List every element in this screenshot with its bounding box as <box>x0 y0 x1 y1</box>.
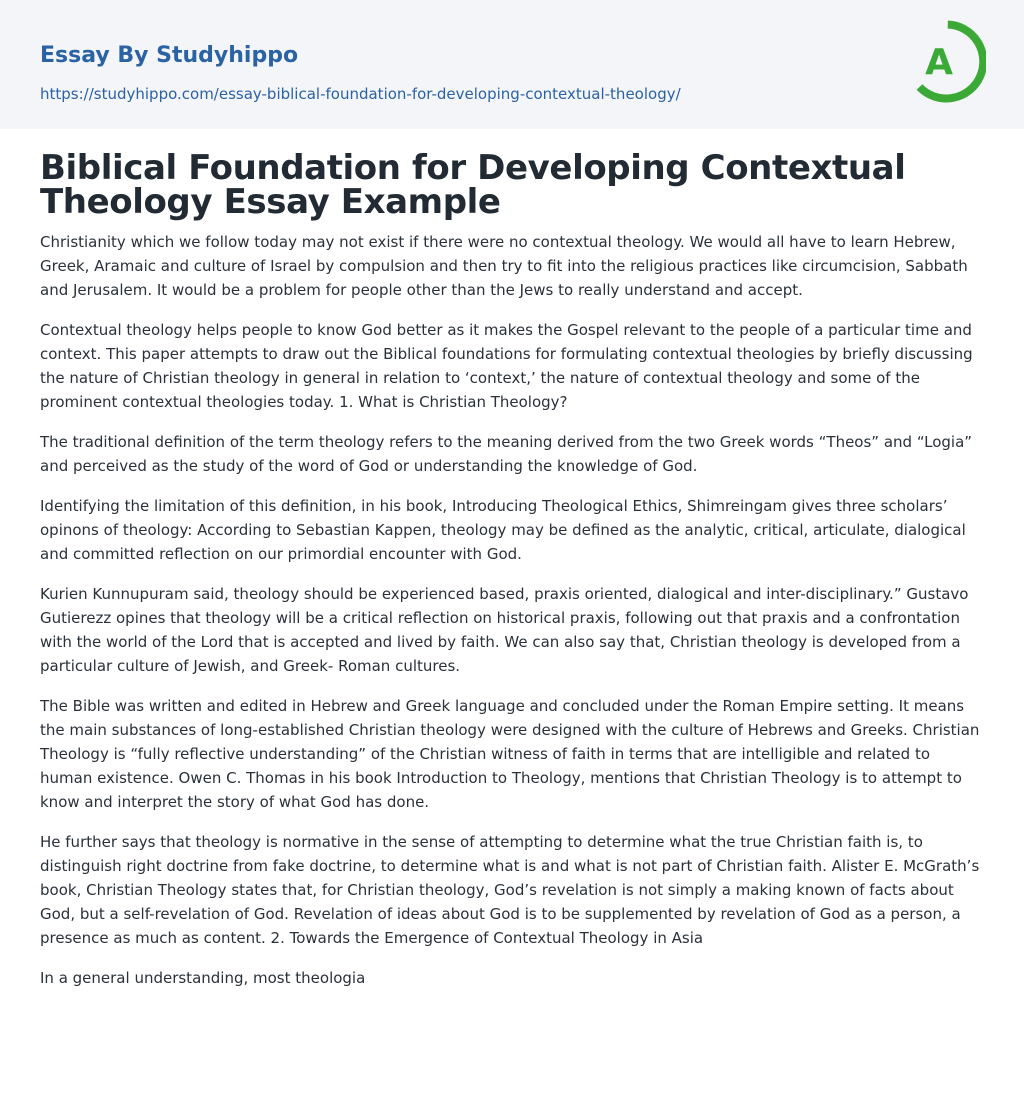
article-paragraph: Christianity which we follow today may not exist if there were no contextual theology. We would all have to learn Hebrew, Greek, Aramaic and culture of Israel by compulsion and then try to fit into the religious practices like circumcision, Sabbath and Jerusalem. It would be a problem for people other than the Jews to really understand and accept. <box>40 233 968 299</box>
article-paragraph: Contextual theology helps people to know God better as it makes the Gospel relevant to the people of a particular time and context. This paper attempts to draw out the Biblical foundations for formulating contextual theologies by briefly discussing the nature of Christian theology in general in relation to ‘context,’ the nature of contextual theology and some of the prominent contextual theologies today. 1. What is Christian Theology? <box>40 321 973 411</box>
article-paragraph: Identifying the limitation of this definition, in his book, Introducing Theological Ethics, Shimreingam gives three scholars’ opinons of theology: According to Sebastian Kappen, theology may be defined as the analytic, critical, articulate, dialogical and committed reflection on our primordial encounter with God. <box>40 497 966 563</box>
logo-ring-icon[interactable] <box>912 19 986 105</box>
article-paragraph: Kurien Kunnupuram said, theology should be experienced based, praxis oriented, dialogical and inter-disciplinary.” Gustavo Gutierezz opines that theology will be a critical reflection on historical praxis, following out that praxis and a confrontation with the world of the Lord that is accepted and lived by faith. We can also say that, Christian theology is developed from a particular culture of Jewish, and Greek- Roman cultures. <box>40 585 969 675</box>
logo-letter: A <box>925 42 953 83</box>
article-paragraph: The traditional definition of the term theology refers to the meaning derived from the two Greek words “Theos” and “Logia” and perceived as the study of the word of God or understanding the knowledge of God. <box>40 433 973 475</box>
article-paragraph: The Bible was written and edited in Hebrew and Greek language and concluded under the Roman Empire setting. It means the main substances of long-established Christian theology were designed with the culture of Hebrews and Greeks. Christian Theology is “fully reflective understanding” of the Christian witness of faith in terms that are intelligible and related to human existence. Owen C. Thomas in his book Introduction to Theology, mentions that Christian Theology is to attempt to know and interpret the story of what God has done. <box>40 697 980 811</box>
article-url-link[interactable]: https://studyhippo.com/essay-biblical-foundation-for-developing-contextual-theology/ <box>40 85 681 103</box>
article-content <box>40 148 984 1006</box>
article-paragraph: In a general understanding, most theologia <box>40 969 366 987</box>
page-title: Biblical Foundation for Developing Contextual Theology Essay Example <box>40 148 906 222</box>
site-header <box>0 0 1024 129</box>
article-paragraph: He further says that theology is normative in the sense of attempting to determine what the true Christian faith is, to distinguish right doctrine from fake doctrine, to determine what is and what is not part of Christian faith. Alister E. McGrath’s book, Christian Theology states that, for Christian theology, God’s revelation is not simply a making known of facts about God, but a self-revelation of God. Revelation of ideas about God is to be supplemented by revelation of God as a person, a presence as much as content. 2. Towards the Emergence of Contextual Theology in Asia <box>40 833 980 947</box>
site-title[interactable]: Essay By Studyhippo <box>40 43 299 68</box>
